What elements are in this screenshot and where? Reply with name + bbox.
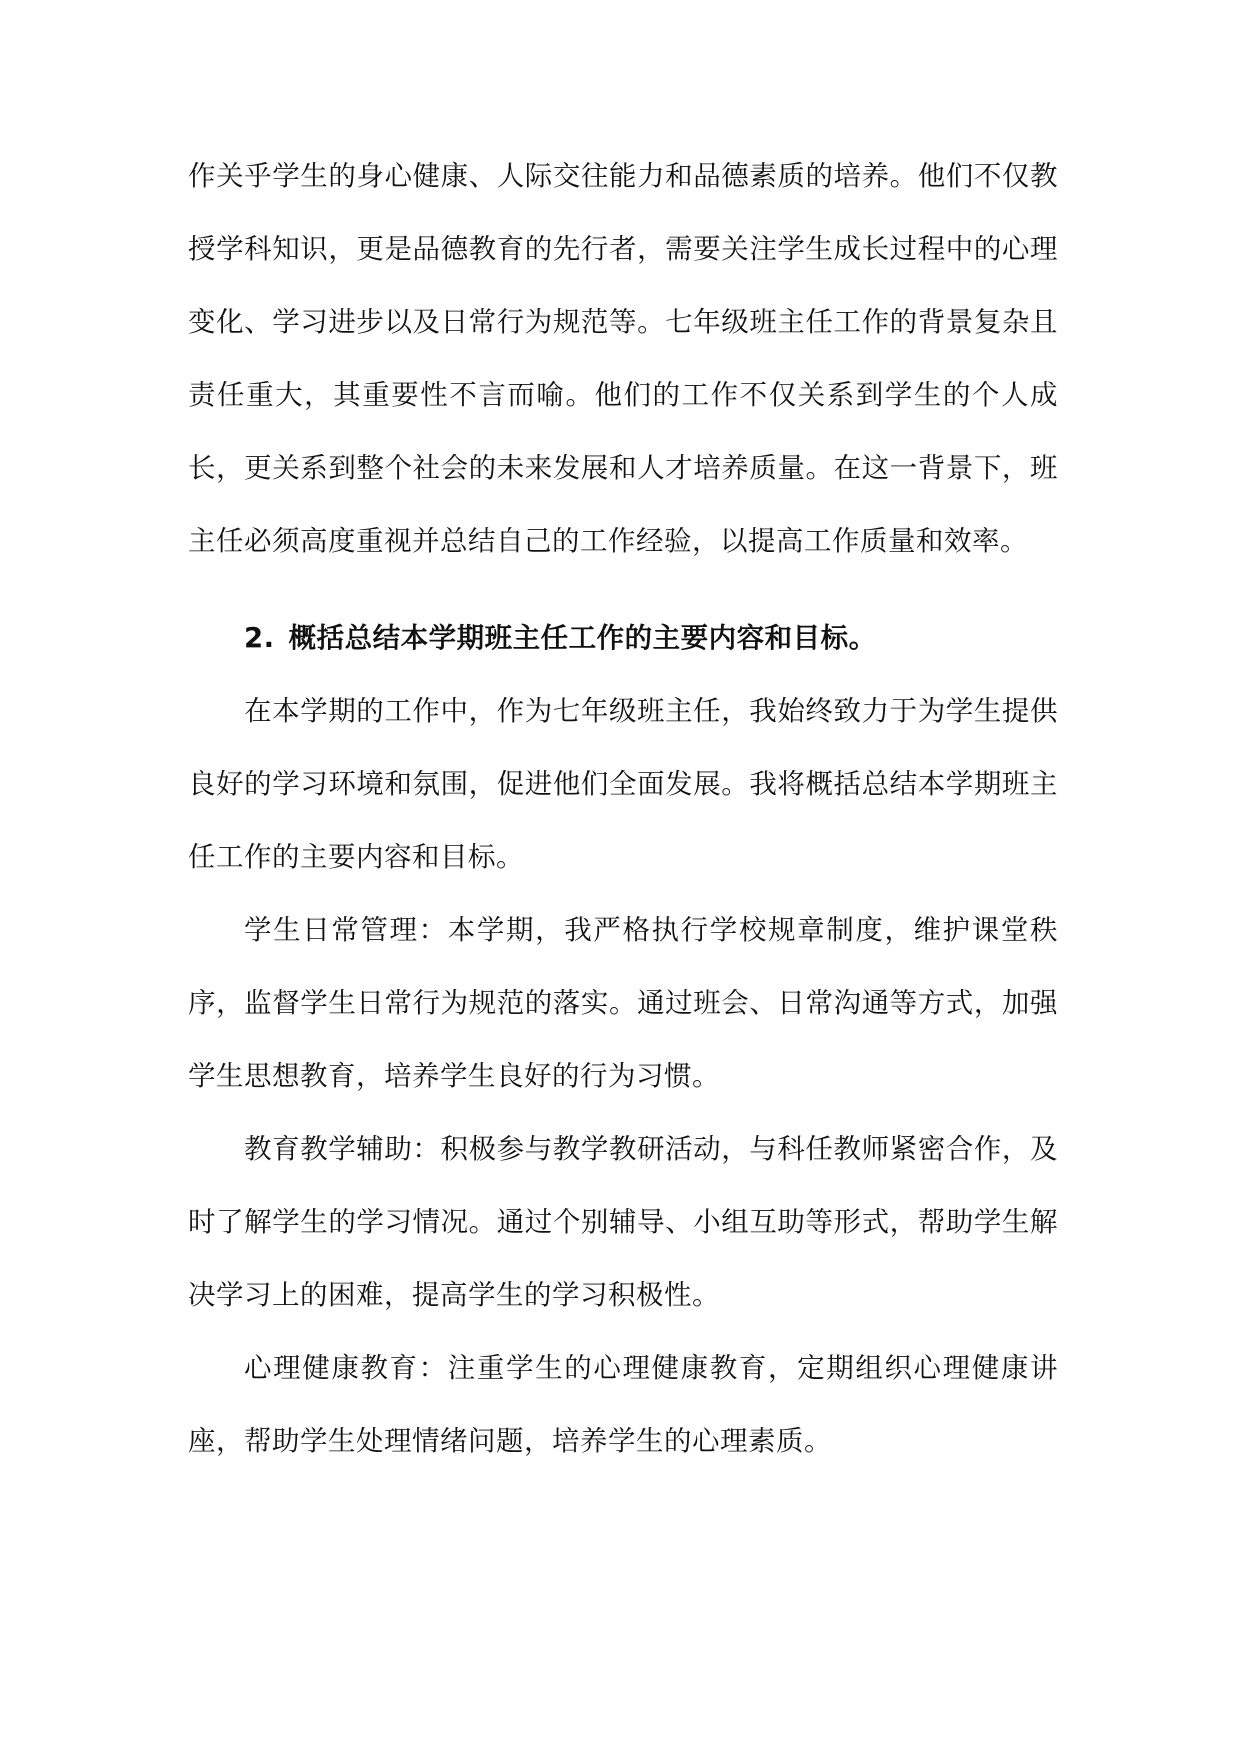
paragraph-daily-management: 学生日常管理：本学期，我严格执行学校规章制度，维护课堂秩序，监督学生日常行为规范的落实。通过班会、日常沟通等方式，加强学生思想教育，培养学生良好的行为习惯。 [188,914,1058,1092]
paragraph-mental-health: 心理健康教育：注重学生的心理健康教育，定期组织心理健康讲座，帮助学生处理情绪问题，培养学生的心理素质。 [188,1352,1058,1457]
document-body [188,140,1058,1478]
section-number: 2. [244,622,275,654]
intro-paragraph: 作关乎学生的身心健康、人际交往能力和品德素质的培养。他们不仅教授学科知识，更是品德教育的先行者，需要关注学生成长过程中的心理变化、学习进步以及日常行为规范等。七年级班主任工作的背景复杂且责任重大，其重要性不言而喻。他们的工作不仅关系到学生的个人成长，更关系到整个社会的未来发展和人才培养质量。在这一背景下，班主任必须高度重视并总结自己的工作经验，以提高工作质量和效率。 [188,160,1058,557]
section-heading [188,602,1058,675]
paragraph-work-overview: 在本学期的工作中，作为七年级班主任，我始终致力于为学生提供良好的学习环境和氛围，促进他们全面发展。我将概括总结本学期班主任工作的主要内容和目标。 [188,695,1058,873]
paragraph-teaching-assistance: 教育教学辅助：积极参与教学教研活动，与科任教师紧密合作，及时了解学生的学习情况。通过个别辅导、小组互助等形式，帮助学生解决学习上的困难，提高学生的学习积极性。 [188,1133,1058,1311]
section-title: 概括总结本学期班主任工作的主要内容和目标。 [288,622,877,654]
